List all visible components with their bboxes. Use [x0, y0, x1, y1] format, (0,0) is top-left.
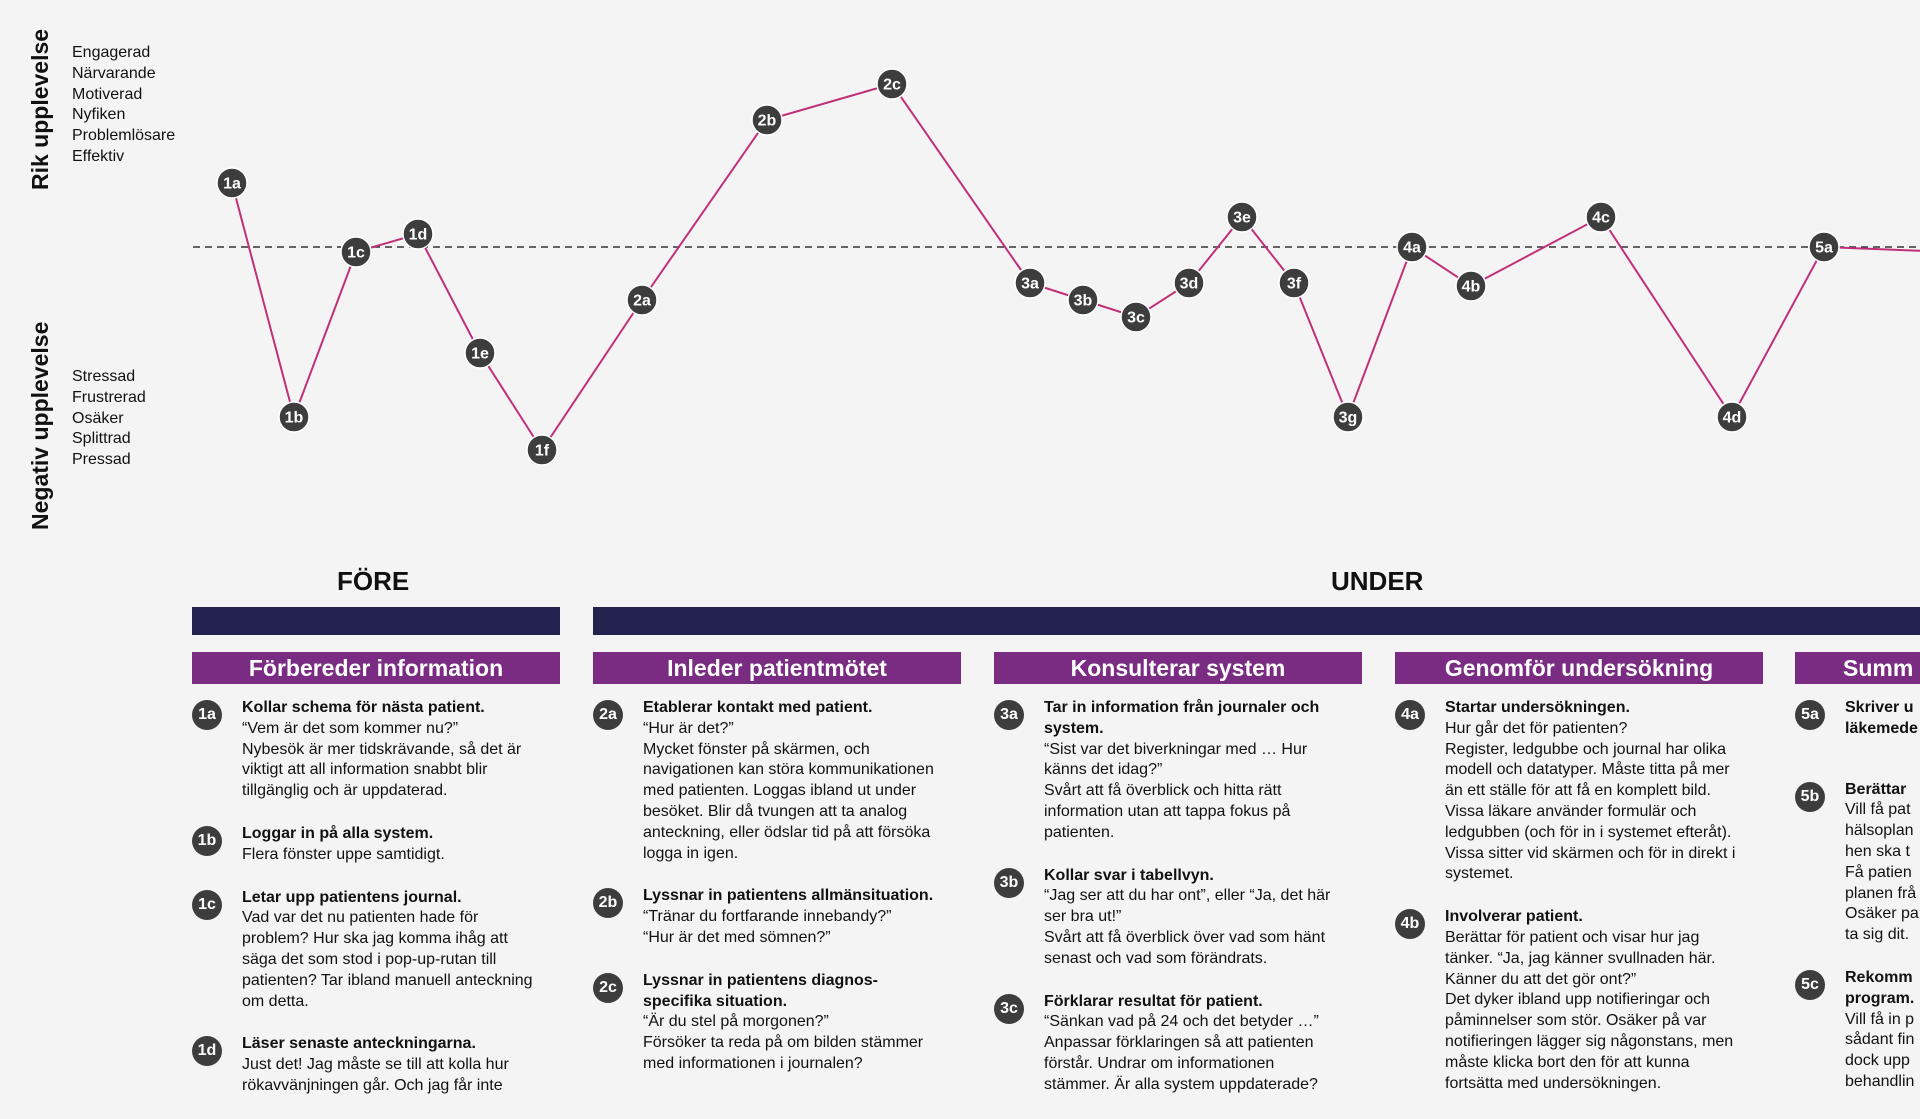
journey-curve — [0, 0, 1920, 520]
journey-node-label: 3a — [1021, 275, 1039, 293]
step-2a — [593, 698, 973, 864]
step-text: Flera fönster uppe samtidigt. — [242, 845, 445, 863]
journey-node-label: 3e — [1233, 209, 1251, 227]
journey-node-5a — [1809, 232, 1839, 262]
journey-node-label: 2a — [633, 292, 651, 310]
step-title: Kollar schema för nästa patient. — [242, 699, 485, 716]
journey-node-3d — [1174, 268, 1204, 298]
journey-node-label: 1d — [408, 226, 428, 244]
journey-node-4c — [1586, 202, 1616, 232]
journey-node-3e — [1227, 202, 1257, 232]
journey-node-label: 3c — [1127, 309, 1145, 327]
journey-node-label: 2b — [757, 112, 777, 130]
journey-node-3c — [1121, 302, 1151, 332]
step-title: Involverar patient. — [1445, 908, 1583, 926]
phase-title-under: UNDER — [1331, 566, 1424, 596]
step-2c — [593, 971, 973, 1075]
step-text: “Jag ser att du har ont”, eller “Ja, det här ser bra ut!” Svårt att få överblick över vad som hänt senast och vad som förändrats. — [1044, 887, 1331, 967]
journey-node-4a — [1397, 232, 1427, 262]
step-title: Lyssnar in patientens allmänsituation. — [643, 887, 934, 905]
step-text: “Sänkan vad på 24 och det betyder …” Anpassar förklaringen så att patienten förstår. Undrar om informationen stämmer. Är alla system uppdaterade? — [1044, 1013, 1319, 1093]
step-badge: 3a — [994, 700, 1024, 730]
mood-label: Osäker — [72, 409, 124, 427]
stage-column-summary — [1795, 698, 1920, 1115]
step-badge: 3b — [994, 868, 1024, 898]
mood-label: Frustrerad — [72, 388, 146, 406]
journey-node-3g — [1333, 402, 1363, 432]
journey-node-1c — [341, 237, 371, 267]
step-title: Läser senaste anteckningarna. — [242, 1035, 476, 1053]
step-text: “Sist var det biverkningar med … Hur känns det idag?” Svårt att få överblick och hitta rätt information utan att tappa fokus på patienten. — [1044, 740, 1308, 841]
negative-axis-title: Negativ upplevelse — [27, 321, 53, 530]
step-title: Etablerar kontakt med patient. — [643, 699, 873, 716]
step-badge: 5a — [1795, 700, 1825, 730]
mood-label: Problemlösare — [72, 127, 176, 145]
step-2b — [593, 886, 973, 948]
step-title: Berättar — [1845, 780, 1907, 798]
step-badge: 1a — [192, 700, 222, 730]
journey-node-label: 3b — [1073, 292, 1093, 310]
step-1a — [192, 698, 572, 802]
step-badge: 2c — [593, 973, 623, 1003]
mood-label: Engagerad — [72, 44, 151, 61]
step-title: Skriver u läkemede — [1845, 699, 1918, 737]
journey-node-label: 4a — [1403, 239, 1421, 257]
step-1b — [192, 824, 572, 866]
mood-label: Närvarande — [72, 64, 156, 82]
journey-node-label: 5a — [1815, 239, 1833, 257]
phase-bar-fore — [192, 607, 560, 635]
journey-node-1b — [279, 402, 309, 432]
step-text: “Tränar du fortfarande innebandy?” “Hur är det med sömnen?” — [643, 908, 892, 946]
journey-node-4d — [1717, 402, 1747, 432]
stage-header-consulting-system: Konsulterar system — [994, 652, 1362, 684]
mood-label: Nyfiken — [72, 106, 126, 124]
step-badge: 1b — [192, 826, 222, 856]
stage-header-preparing: Förbereder information — [192, 652, 560, 684]
journey-node-label: 4b — [1461, 278, 1481, 296]
step-title: Lyssnar in patientens diagnos- specifika situation. — [643, 971, 879, 1010]
step-badge: 4b — [1395, 909, 1425, 939]
mood-label: Pressad — [72, 451, 131, 469]
stage-header-summary: Summ — [1795, 652, 1920, 684]
step-text: Vill få in p sådant fin dock upp behandlin — [1845, 1010, 1915, 1090]
step-badge: 2b — [593, 888, 623, 918]
journey-node-3a — [1015, 268, 1045, 298]
stage-column-opening-meeting — [593, 698, 973, 1097]
step-title: Tar in information från journaler och system. — [1044, 699, 1320, 737]
phase-bar-under — [593, 607, 1920, 635]
step-badge: 1c — [192, 890, 222, 920]
stage-column-consulting-system — [994, 698, 1374, 1118]
journey-node-label: 3g — [1338, 409, 1358, 427]
step-5b — [1795, 780, 1920, 946]
stage-column-preparing — [192, 698, 572, 1119]
step-5a — [1795, 698, 1920, 740]
journey-node-2c — [877, 69, 907, 99]
step-3a — [994, 698, 1374, 844]
mood-label: Stressad — [72, 368, 136, 385]
journey-node-label: 2c — [883, 76, 901, 94]
step-title: Rekomm program. — [1845, 968, 1915, 1007]
step-title: Startar undersökningen. — [1445, 699, 1630, 716]
step-text: Vad var det nu patienten hade för problem? Hur ska jag komma ihåg att säga det som stod i pop-up-rutan till patienten? Tar ibland manuell anteckning om detta. — [242, 909, 533, 1010]
journey-node-label: 1c — [347, 244, 365, 262]
step-text: Hur går det för patienten? Register, ledgubbe och journal har olika modell och datatyper. Måste titta på mer än ett ställe för att få en komplett bild. Vissa läkare använder formulär och ledgubben (och för in i systemet efteråt). Vissa sitter vid skärmen och för in direkt i systemet. — [1445, 719, 1736, 883]
mood-label: Motiverad — [72, 85, 143, 103]
journey-node-label: 3f — [1286, 275, 1302, 293]
journey-node-label: 1a — [223, 175, 241, 193]
step-text: “Är du stel på morgonen?” Försöker ta reda på om bilden stämmer med informationen i journalen? — [643, 1013, 924, 1072]
journey-node-3f — [1279, 268, 1309, 298]
stage-column-examination — [1395, 698, 1775, 1116]
step-badge: 5c — [1795, 970, 1825, 1000]
step-3b — [994, 866, 1374, 970]
step-5c — [1795, 968, 1920, 1093]
step-4a — [1395, 698, 1775, 885]
phase-title-fore: FÖRE — [337, 566, 410, 596]
step-badge: 3c — [994, 994, 1024, 1024]
journey-node-label: 4d — [1722, 409, 1742, 427]
journey-node-label: 1f — [534, 442, 550, 460]
step-text: Berättar för patient och visar hur jag tänker. “Ja, jag känner svullnaden här. Känner du att det gör ont?” Det dyker ibland upp notifieringar och påminnelser som stör. Osäker på var notifieringen lägger sig någonstans, men måste klicka bort den för att kunna fortsätta med undersökningen. — [1445, 928, 1734, 1092]
step-text: “Hur är det?” Mycket fönster på skärmen, och navigationen kan störa kommunikationen med patienten. Loggas ibland ut under besöket. Blir då tvungen att ta analog anteckning, eller ödslar tid på att försöka logga in igen. — [643, 719, 934, 862]
step-badge: 2a — [593, 700, 623, 730]
journey-node-1f — [527, 435, 557, 465]
journey-node-1d — [403, 219, 433, 249]
step-1d — [192, 1034, 572, 1096]
step-badge: 4a — [1395, 700, 1425, 730]
step-text: Vill få pat hälsoplan hen ska t Få patien planen frå Osäker pa ta sig dit. — [1845, 801, 1919, 944]
step-title: Loggar in på alla system. — [242, 824, 434, 842]
journey-node-1e — [465, 338, 495, 368]
mood-label: Effektiv — [72, 147, 125, 165]
mood-label: Splittrad — [72, 430, 131, 448]
journey-node-2b — [752, 105, 782, 135]
step-1c — [192, 888, 572, 1013]
journey-node-3b — [1068, 285, 1098, 315]
step-title: Letar upp patientens journal. — [242, 888, 462, 906]
step-badge: 5b — [1795, 782, 1825, 812]
journey-node-label: 1e — [471, 345, 489, 363]
journey-line — [232, 84, 1920, 450]
step-title: Förklarar resultat för patient. — [1044, 992, 1263, 1010]
step-text: Just det! Jag måste se till att kolla hur rökavvänjningen går. Och jag får inte — [242, 1056, 509, 1094]
step-title: Kollar svar i tabellvyn. — [1044, 866, 1214, 884]
journey-node-label: 4c — [1592, 209, 1610, 227]
journey-node-1a — [217, 168, 247, 198]
step-text: “Vem är det som kommer nu?” Nybesök är mer tidskrävande, så det är viktigt att all information snabbt blir tillgänglig och är uppdaterad. — [242, 719, 522, 800]
journey-node-2a — [627, 285, 657, 315]
journey-node-label: 1b — [284, 409, 304, 427]
step-4b — [1395, 907, 1775, 1094]
stage-header-opening-meeting: Inleder patientmötet — [593, 652, 961, 684]
step-badge: 1d — [192, 1036, 222, 1066]
journey-node-4b — [1456, 271, 1486, 301]
stage-header-examination: Genomför undersökning — [1395, 652, 1763, 684]
positive-axis-title: Rik upplevelse — [27, 28, 53, 190]
journey-node-label: 3d — [1179, 275, 1199, 293]
